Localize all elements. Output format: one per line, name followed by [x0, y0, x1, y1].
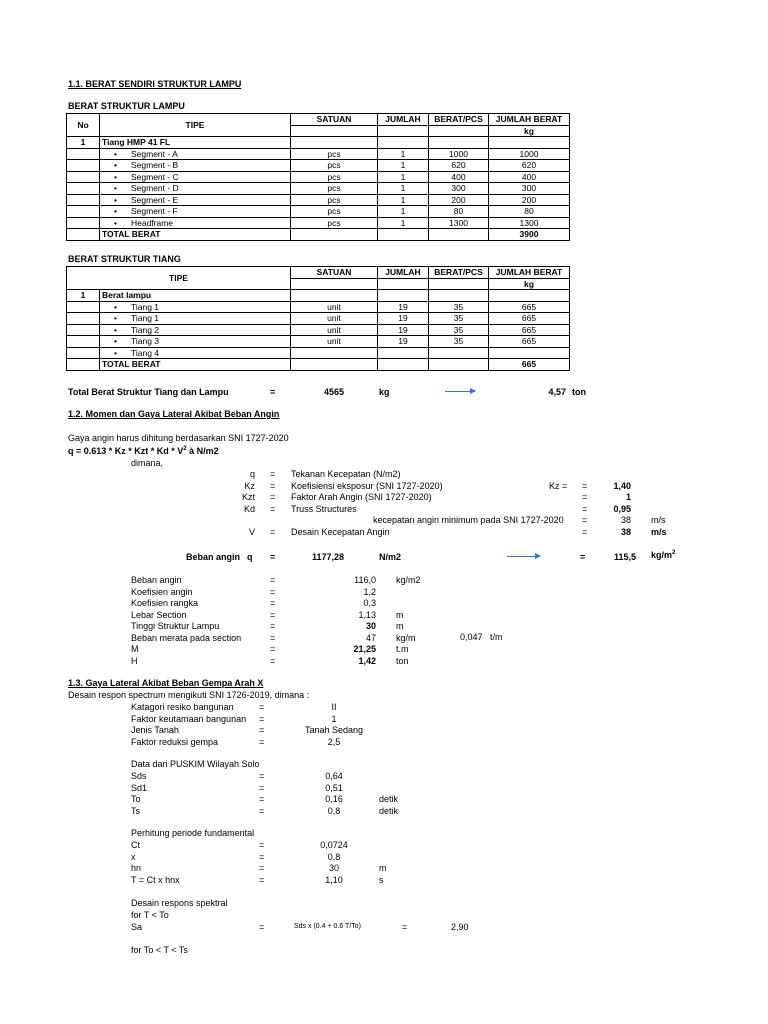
seismic-intro: Desain respon spectrum mengikuti SNI 1726-2019, dimana :	[68, 690, 310, 700]
def-symbol: Kd	[243, 504, 255, 514]
row-berat: 200	[429, 194, 489, 206]
wind-formula	[68, 446, 219, 456]
param-value: 0,8	[327, 805, 341, 816]
sa-eq2: =	[402, 922, 408, 932]
row-satuan: pcs	[291, 206, 378, 218]
def-symbol: Kzt	[241, 492, 255, 502]
row-no-cell	[67, 301, 100, 313]
header-jumlah-berat: JUMLAH BERAT	[489, 267, 570, 279]
param-eq: =	[259, 794, 265, 804]
beban-angin-unit2	[651, 550, 675, 560]
row-total: 400	[489, 171, 570, 183]
def-symbol: q	[249, 469, 255, 479]
row-jumlah: 19	[378, 301, 429, 313]
param-value: 1,2	[363, 586, 376, 597]
table-row	[67, 171, 570, 183]
row-satuan: pcs	[291, 171, 378, 183]
def-eq: =	[270, 469, 276, 479]
param-eq: =	[582, 504, 588, 514]
param-value: 2,5	[327, 736, 341, 747]
row-tipe: • Tiang 4	[100, 347, 291, 359]
row-berat: 35	[429, 313, 489, 325]
param-label: Ts	[131, 805, 140, 816]
row-no-cell	[67, 217, 100, 229]
row-satuan: pcs	[291, 148, 378, 160]
row-total: 665	[489, 301, 570, 313]
total-label: TOTAL BERAT	[100, 359, 291, 371]
section-1-title: 1.1. BERAT SENDIRI STRUKTUR LAMPU	[68, 79, 242, 89]
total-value: 665	[489, 359, 570, 371]
sa-eq: =	[259, 922, 265, 932]
row-tipe: • Segment - C	[100, 171, 291, 183]
beban-angin-value: 1177,28	[311, 552, 344, 562]
table-row	[67, 347, 570, 359]
param-value: 1	[625, 492, 631, 502]
row-total: 665	[489, 313, 570, 325]
row-satuan: unit	[291, 313, 378, 325]
param-eq: =	[259, 782, 265, 793]
grand-total-unit: kg	[379, 387, 390, 397]
param-eq: =	[270, 586, 276, 597]
param-label: Sd1	[131, 782, 148, 793]
param-label: Koefisien rangka	[131, 598, 199, 608]
param-eq: =	[259, 851, 265, 862]
grand-total-value: 4565	[323, 387, 344, 397]
tm-unit: t/m	[490, 632, 503, 642]
beban-angin-eq2: =	[580, 552, 586, 562]
table-1-title: BERAT STRUKTUR LAMPU	[68, 101, 185, 111]
vmin-note: kecepatan angin minimum pada SNI 1727-2020	[373, 515, 564, 525]
row-no-cell	[67, 160, 100, 172]
param-value: 38	[620, 515, 631, 525]
row-no-cell	[67, 183, 100, 195]
param-eq: =	[270, 609, 276, 620]
param-value: 0,51	[325, 782, 343, 793]
periode-label: Perhitung periode fundamental	[131, 828, 255, 838]
table-row	[67, 206, 570, 218]
row-jumlah: 1	[378, 194, 429, 206]
row-berat: 300	[429, 183, 489, 195]
sa-formula: Sds x (0.4 + 0.6 T/To)	[294, 923, 361, 930]
formula-tail: à N/m2	[186, 446, 219, 456]
spektral-label: Desain respons spektral	[131, 898, 228, 908]
header-no: No	[67, 114, 100, 137]
row-berat: 35	[429, 336, 489, 348]
param-label: Jenis Tanah	[131, 725, 179, 735]
row-satuan: unit	[291, 301, 378, 313]
header-berat-pcs: BERAT/PCS	[429, 114, 489, 126]
header-jumlah: JUMLAH	[378, 114, 429, 126]
param-unit: m/s	[651, 527, 667, 537]
row-berat: 1000	[429, 148, 489, 160]
def-eq: =	[270, 527, 276, 537]
param-value: 47	[365, 632, 376, 643]
unit-sup: 2	[672, 550, 676, 556]
section-2-title: 1.2. Momen dan Gaya Lateral Akibat Beban Angin	[68, 409, 280, 419]
formula-main: q = 0.613 * Kz * Kzt * Kd * V	[68, 446, 184, 456]
row-no-cell	[67, 313, 100, 325]
row-satuan: pcs	[291, 160, 378, 172]
row-no-cell	[67, 171, 100, 183]
param-value: 0,8	[327, 851, 341, 862]
header-kg: kg	[489, 125, 570, 137]
param-label: Beban angin	[131, 575, 182, 585]
param-value: 0,0724	[320, 840, 348, 850]
param-value: 38	[620, 527, 631, 537]
def-symbol: V	[248, 527, 255, 537]
row-jumlah: 19	[378, 313, 429, 325]
def-desc: Faktor Arah Angin (SNI 1727-2020)	[291, 492, 432, 502]
row-total: 200	[489, 194, 570, 206]
group-no: 1	[67, 290, 100, 302]
row-jumlah: 1	[378, 183, 429, 195]
param-label: Ct	[131, 840, 140, 850]
total-label: TOTAL BERAT	[100, 229, 291, 241]
param-value: 30	[365, 621, 376, 631]
row-no-cell	[67, 194, 100, 206]
row-no-cell	[67, 148, 100, 160]
def-desc: Tekanan Kecepatan (N/m2)	[291, 469, 401, 479]
puskim-label: Data dari PUSKIM Wilayah Solo	[131, 759, 260, 769]
param-value: 0,16	[325, 794, 343, 804]
header-satuan: SATUAN	[291, 114, 378, 126]
row-satuan	[291, 347, 378, 359]
row-total: 300	[489, 183, 570, 195]
param-eq: =	[582, 527, 588, 537]
param-value: 1,10	[325, 874, 343, 885]
def-eq: =	[270, 504, 276, 514]
row-jumlah: 1	[378, 171, 429, 183]
param-unit: ton	[396, 655, 409, 666]
param-eq: =	[259, 713, 265, 724]
param-eq: =	[270, 598, 276, 608]
param-unit: kg/m	[396, 632, 416, 643]
row-berat: 1300	[429, 217, 489, 229]
header-berat-pcs: BERAT/PCS	[429, 267, 489, 279]
table-row	[67, 183, 570, 195]
table-row	[67, 336, 570, 348]
grand-total-ton-unit: ton	[572, 387, 586, 397]
case-to-lt-t-lt-ts: for To < T < Ts	[131, 945, 188, 955]
grand-total-ton: 4,57	[548, 387, 566, 397]
grand-total-label: Total Berat Struktur Tiang dan Lampu	[68, 387, 229, 397]
param-value: 1,13	[358, 609, 376, 620]
row-berat: 35	[429, 324, 489, 336]
row-berat: 80	[429, 206, 489, 218]
row-tipe: • Segment - D	[100, 183, 291, 195]
row-berat	[429, 347, 489, 359]
wind-intro: Gaya angin harus dihitung berdasarkan SNI 1727-2020	[68, 433, 289, 443]
row-jumlah: 1	[378, 206, 429, 218]
row-total: 665	[489, 324, 570, 336]
header-tipe: TIPE	[67, 267, 291, 290]
param-eq: =	[582, 481, 588, 491]
param-eq: =	[259, 805, 265, 816]
group-no: 1	[67, 137, 100, 149]
param-label: Tinggi Struktur Lampu	[131, 621, 220, 631]
row-total: 1300	[489, 217, 570, 229]
param-eq: =	[259, 771, 265, 781]
beban-angin-label: Beban angin	[186, 552, 241, 562]
table-row	[67, 160, 570, 172]
group-name: Tiang HMP 41 FL	[100, 137, 291, 149]
row-tipe: • Tiang 2	[100, 324, 291, 336]
param-eq: =	[270, 575, 276, 585]
row-total	[489, 347, 570, 359]
param-label: H	[131, 655, 138, 666]
param-value: 0,3	[363, 598, 376, 608]
row-tipe: • Headframe	[100, 217, 291, 229]
def-symbol: Kz	[244, 481, 255, 491]
sa-label: Sa	[131, 922, 143, 932]
row-jumlah: 1	[378, 148, 429, 160]
row-no-cell	[67, 324, 100, 336]
row-jumlah: 19	[378, 324, 429, 336]
row-total: 620	[489, 160, 570, 172]
param-unit: m	[379, 863, 387, 873]
row-no-cell	[67, 336, 100, 348]
beban-angin-unit: N/m2	[379, 552, 402, 562]
param-label: Sds	[131, 771, 147, 781]
param-label: x	[131, 851, 136, 862]
param-label: Katagori resiko bangunan	[131, 702, 234, 712]
param-eq: =	[270, 621, 276, 631]
param-label: M	[131, 644, 139, 654]
header-jumlah: JUMLAH	[378, 267, 429, 279]
total-value: 3900	[489, 229, 570, 241]
table-row	[67, 217, 570, 229]
table-row	[67, 148, 570, 160]
arrow-right-icon	[445, 391, 475, 392]
grand-total-eq: =	[270, 387, 276, 397]
arrow-right-icon	[507, 556, 540, 557]
param-value: II	[331, 702, 337, 712]
param-unit: kg/m2	[396, 575, 421, 585]
param-eq: =	[270, 644, 276, 654]
param-unit: detik	[379, 805, 399, 816]
row-berat: 620	[429, 160, 489, 172]
header-kg: kg	[489, 278, 570, 290]
row-tipe: • Segment - A	[100, 148, 291, 160]
def-desc: Truss Structures	[291, 504, 357, 514]
beban-angin-value2: 115,5	[613, 552, 636, 562]
table-row	[67, 324, 570, 336]
param-eq: =	[582, 515, 588, 525]
param-label: Koefisien angin	[131, 586, 193, 597]
kz-label: Kz =	[549, 481, 568, 491]
param-unit: t.m	[396, 644, 409, 654]
section-3-title: 1.3. Gaya Lateral Akibat Beban Gempa Arah X	[68, 678, 264, 688]
param-value: 21,25	[353, 644, 376, 654]
param-eq: =	[259, 840, 265, 850]
row-satuan: unit	[291, 324, 378, 336]
param-value: 1,40	[613, 481, 631, 491]
table-2-title: BERAT STRUKTUR TIANG	[68, 254, 181, 264]
param-value: 116,0	[354, 575, 376, 585]
row-jumlah: 1	[378, 217, 429, 229]
param-eq: =	[259, 736, 265, 747]
def-eq: =	[270, 492, 276, 502]
row-satuan: unit	[291, 336, 378, 348]
param-unit: s	[379, 874, 384, 885]
param-label: Faktor reduksi gempa	[131, 736, 219, 747]
def-desc: Koefisiensi eksposur (SNI 1727-2020)	[291, 481, 443, 491]
param-label: Lebar Section	[131, 609, 187, 620]
param-eq: =	[259, 725, 265, 735]
param-unit: m	[396, 621, 404, 631]
param-eq: =	[270, 632, 276, 643]
row-satuan: pcs	[291, 183, 378, 195]
row-no-cell	[67, 347, 100, 359]
dimana-text: dimana,	[131, 458, 164, 468]
berat-struktur-tiang-table	[66, 266, 570, 371]
param-value: 1	[331, 713, 337, 724]
def-eq: =	[270, 481, 276, 491]
table-row	[67, 301, 570, 313]
row-total: 665	[489, 336, 570, 348]
param-value: 0,64	[325, 771, 343, 781]
row-jumlah: 19	[378, 336, 429, 348]
row-jumlah: 1	[378, 160, 429, 172]
group-name: Berat lampu	[100, 290, 291, 302]
param-eq: =	[582, 492, 588, 502]
param-label: T = Ct x hnx	[131, 874, 180, 885]
def-desc: Desain Kecepatan Angin	[291, 527, 390, 537]
param-eq: =	[259, 874, 265, 885]
case-t-lt-to: for T < To	[131, 910, 169, 920]
param-label: Faktor keutamaan bangunan	[131, 713, 247, 724]
param-value: Tanah Sedang	[304, 725, 364, 735]
row-tipe: • Segment - B	[100, 160, 291, 172]
table-row	[67, 194, 570, 206]
param-eq: =	[259, 702, 265, 712]
table-row	[67, 313, 570, 325]
header-jumlah-berat: JUMLAH BERAT	[489, 114, 570, 126]
formula-sup: 2	[183, 446, 187, 452]
param-value: 30	[328, 863, 339, 873]
row-berat: 35	[429, 301, 489, 313]
param-unit: m/s	[651, 515, 666, 525]
beban-angin-eq: =	[270, 552, 276, 562]
row-satuan: pcs	[291, 194, 378, 206]
unit-base: kg/m	[651, 550, 673, 560]
row-tipe: • Segment - F	[100, 206, 291, 218]
row-tipe: • Segment - E	[100, 194, 291, 206]
param-label: hn	[131, 863, 142, 873]
param-value: 1,42	[358, 655, 376, 666]
row-tipe: • Tiang 1	[100, 313, 291, 325]
row-satuan: pcs	[291, 217, 378, 229]
header-tipe: TIPE	[100, 114, 291, 137]
tm-value: 0,047	[460, 632, 483, 642]
berat-struktur-lampu-table	[66, 113, 570, 241]
param-label: Beban merata pada section	[131, 632, 242, 643]
param-value: 0,95	[613, 504, 631, 514]
row-berat: 400	[429, 171, 489, 183]
row-no-cell	[67, 206, 100, 218]
sa-value: 2,90	[451, 922, 469, 932]
param-label: To	[131, 794, 141, 804]
row-total: 1000	[489, 148, 570, 160]
header-satuan: SATUAN	[291, 267, 378, 279]
beban-angin-sym: q	[247, 552, 253, 562]
param-unit: detik	[379, 794, 399, 804]
param-unit: m	[396, 609, 404, 620]
row-total: 80	[489, 206, 570, 218]
row-tipe: • Tiang 3	[100, 336, 291, 348]
row-jumlah	[378, 347, 429, 359]
row-tipe: • Tiang 1	[100, 301, 291, 313]
param-eq: =	[259, 863, 265, 873]
param-eq: =	[270, 655, 276, 666]
